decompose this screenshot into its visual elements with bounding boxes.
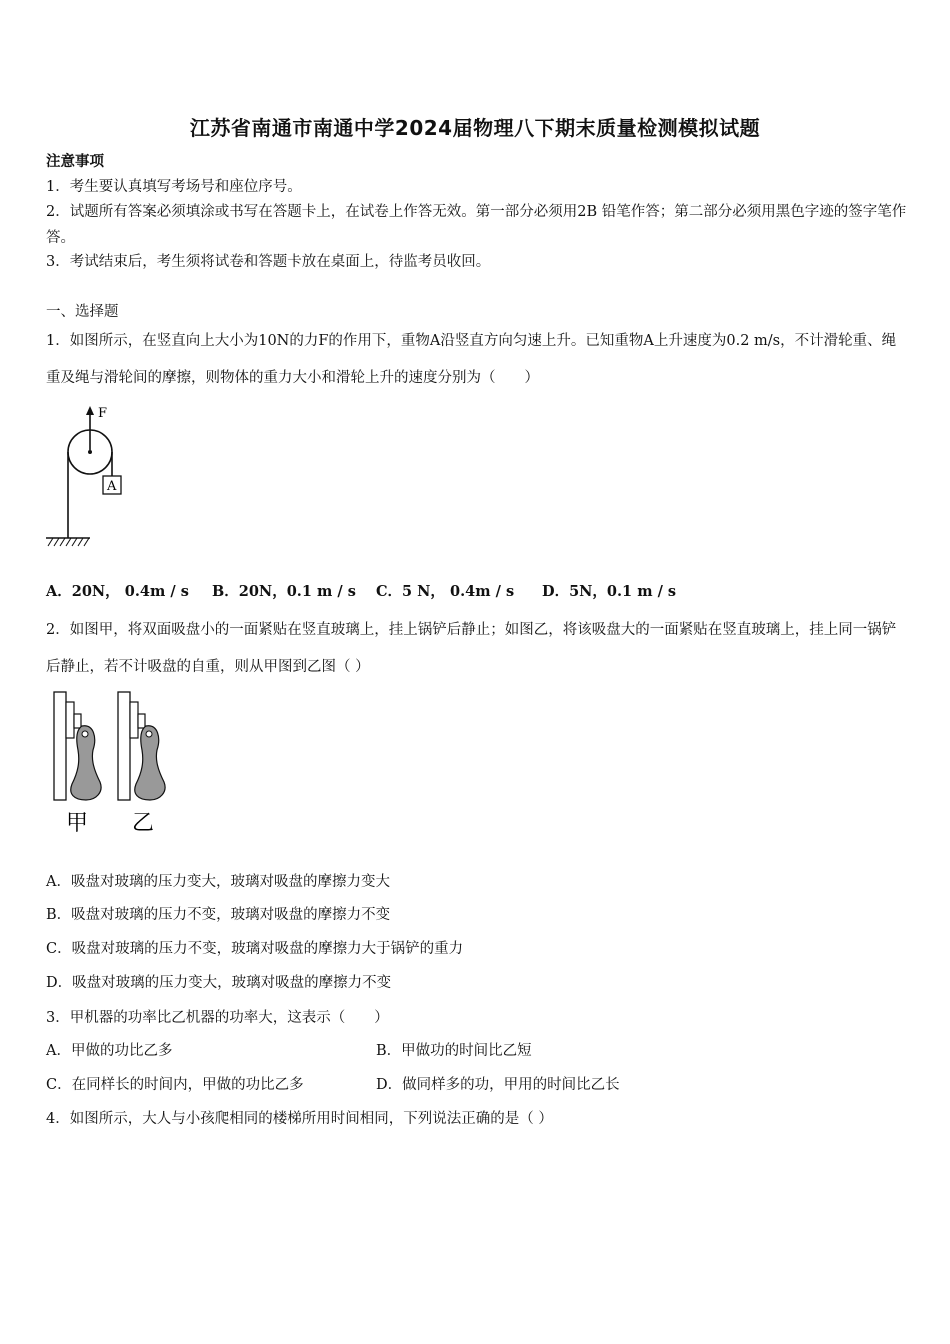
figure-yi xyxy=(118,692,165,800)
figure-label-jia: 甲 xyxy=(66,811,89,836)
q2-stem: 2．如图甲，将双面吸盘小的一面紧贴在竖直玻璃上，挂上锅铲后静止；如图乙，将该吸盘大的一面紧贴在竖直玻璃上，挂上同一锅铲后静止，若不计吸盘的自重，则从甲图到乙图（ ） xyxy=(46,622,897,675)
force-label: F xyxy=(98,406,108,421)
q3-option-c: C．在同样长的时间内，甲做的功比乙多 xyxy=(46,1077,304,1093)
section-heading: 一、选择题 xyxy=(46,304,119,320)
q2-suction-figure xyxy=(50,690,180,840)
q2-option-b: B．吸盘对玻璃的压力不变，玻璃对吸盘的摩擦力不变 xyxy=(46,907,391,923)
notice-item-2: 2．试题所有答案必须填涂或书写在答题卡上，在试卷上作答无效。第一部分必须用2B 铅笔作答；第二部分必须用黑色字迹的签字笔作答。 xyxy=(46,204,907,246)
q2-option-d: D．吸盘对玻璃的压力变大，玻璃对吸盘的摩擦力不变 xyxy=(46,975,392,991)
q4-stem: 4．如图所示，大人与小孩爬相同的楼梯所用时间相同，下列说法正确的是（ ） xyxy=(46,1111,553,1127)
suction-cup-small-side xyxy=(138,714,145,728)
q2-option-a: A．吸盘对玻璃的压力变大，玻璃对吸盘的摩擦力变大 xyxy=(46,874,390,890)
q1-pulley-figure xyxy=(40,400,140,555)
glass-pane xyxy=(118,692,130,800)
spatula-hole xyxy=(146,731,152,737)
q3-option-a: A．甲做的功比乙多 xyxy=(46,1043,173,1059)
ground-hatch xyxy=(46,538,90,546)
q1-stem: 1．如图所示，在竖直向上大小为10N的力F的作用下，重物A沿竖直方向匀速上升。已知重物A上升速度为0.2 m/s，不计滑轮重、绳重及绳与滑轮间的摩擦，则物体的重力大小和滑轮上升的速度分别为（ ） xyxy=(46,333,897,386)
glass-pane xyxy=(54,692,66,800)
q2-option-c: C．吸盘对玻璃的压力不变，玻璃对吸盘的摩擦力大于锅铲的重力 xyxy=(46,941,464,957)
spatula-hole xyxy=(82,731,88,737)
notice-item-3: 3．考试结束后，考生须将试卷和答题卡放在桌面上，待监考员收回。 xyxy=(46,254,491,270)
suction-cup-large-side xyxy=(74,714,81,728)
suction-cup-small-side xyxy=(66,702,74,738)
notice-heading: 注意事项 xyxy=(46,153,104,170)
figure-label-yi: 乙 xyxy=(132,811,155,836)
q1-option-b: B．20N，0.1 m / s xyxy=(212,583,356,600)
q1-option-d: D．5N，0.1 m / s xyxy=(542,583,677,600)
arrow-head-icon xyxy=(86,406,94,415)
page-title: 江苏省南通市南通中学2024届物理八下期末质量检测模拟试题 xyxy=(189,116,761,140)
pulley-axle xyxy=(88,450,92,454)
q3-option-b: B．甲做功的时间比乙短 xyxy=(376,1043,532,1059)
q1-option-a: A．20N， 0.4m / s xyxy=(46,583,189,600)
q3-stem: 3．甲机器的功率比乙机器的功率大，这表示（ ） xyxy=(46,1010,389,1026)
figure-jia xyxy=(54,692,101,800)
q1-option-c: C．5 N， 0.4m / s xyxy=(376,583,515,600)
suction-cup-large-side xyxy=(130,702,138,738)
q3-option-d: D．做同样多的功，甲用的时间比乙长 xyxy=(376,1077,620,1093)
weight-label: A xyxy=(107,479,117,494)
notice-item-1: 1．考生要认真填写考场号和座位序号。 xyxy=(46,179,302,195)
